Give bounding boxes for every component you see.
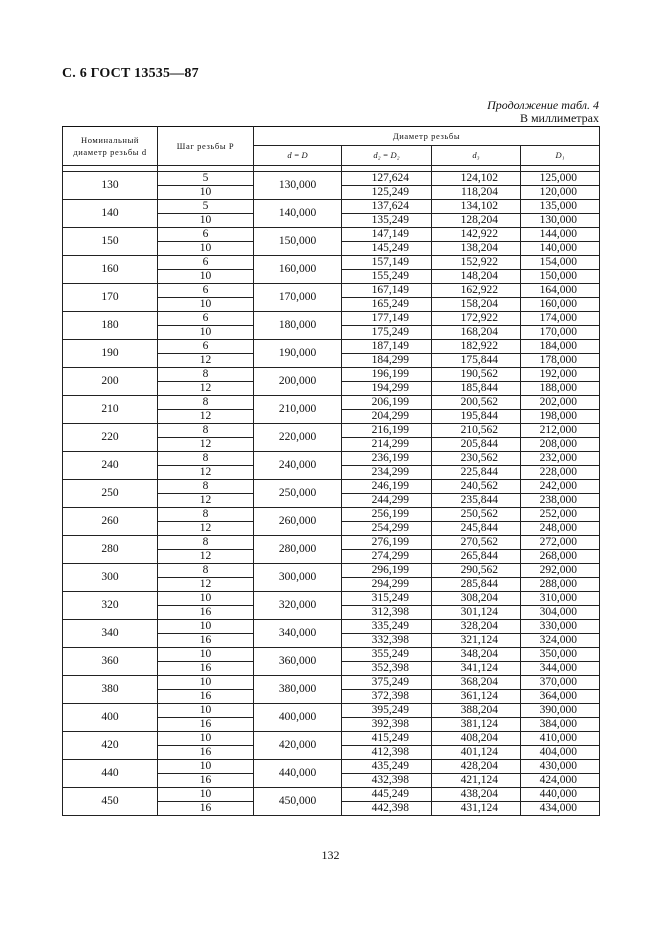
- table-row: [63, 564, 600, 578]
- D1-cell: 410,000: [521, 732, 600, 746]
- table-row: [63, 648, 600, 662]
- D1-cell: 364,000: [521, 690, 600, 704]
- d2-cell: 355,249: [342, 648, 432, 662]
- major-diameter-cell: 220,000: [254, 424, 342, 452]
- D1-cell: 272,000: [521, 536, 600, 550]
- major-diameter-cell: 260,000: [254, 508, 342, 536]
- d2-cell: 274,299: [342, 550, 432, 564]
- d3-cell: 270,562: [432, 536, 521, 550]
- table-row: [63, 536, 600, 550]
- D1-cell: 238,000: [521, 494, 600, 508]
- nominal-diameter-cell: 200: [63, 368, 158, 396]
- d3-cell: 142,922: [432, 228, 521, 242]
- D1-cell: 140,000: [521, 242, 600, 256]
- pitch-cell: 12: [158, 354, 254, 368]
- d2-cell: 254,299: [342, 522, 432, 536]
- major-diameter-cell: 190,000: [254, 340, 342, 368]
- pitch-cell: 10: [158, 326, 254, 340]
- pitch-cell: 10: [158, 760, 254, 774]
- nominal-diameter-cell: 190: [63, 340, 158, 368]
- major-diameter-cell: 280,000: [254, 536, 342, 564]
- d2-cell: 187,149: [342, 340, 432, 354]
- pitch-cell: 16: [158, 774, 254, 788]
- d3-cell: 401,124: [432, 746, 521, 760]
- D1-cell: 440,000: [521, 788, 600, 802]
- table-continuation-note: Продолжение табл. 4: [487, 98, 599, 112]
- d3-cell: 225,844: [432, 466, 521, 480]
- header-sub-d3: d₃: [432, 146, 521, 166]
- d2-cell: 204,299: [342, 410, 432, 424]
- d3-cell: 408,204: [432, 732, 521, 746]
- d3-cell: 205,844: [432, 438, 521, 452]
- d2-cell: 392,398: [342, 718, 432, 732]
- pitch-cell: 12: [158, 382, 254, 396]
- D1-cell: 384,000: [521, 718, 600, 732]
- pitch-cell: 12: [158, 578, 254, 592]
- pitch-cell: 5: [158, 172, 254, 186]
- nominal-diameter-cell: 320: [63, 592, 158, 620]
- pitch-cell: 8: [158, 368, 254, 382]
- major-diameter-cell: 180,000: [254, 312, 342, 340]
- d3-cell: 250,562: [432, 508, 521, 522]
- d3-cell: 148,204: [432, 270, 521, 284]
- d3-cell: 308,204: [432, 592, 521, 606]
- pitch-cell: 10: [158, 592, 254, 606]
- D1-cell: 178,000: [521, 354, 600, 368]
- D1-cell: 184,000: [521, 340, 600, 354]
- d3-cell: 162,922: [432, 284, 521, 298]
- nominal-diameter-cell: 300: [63, 564, 158, 592]
- d3-cell: 328,204: [432, 620, 521, 634]
- pitch-cell: 6: [158, 284, 254, 298]
- d2-cell: 184,299: [342, 354, 432, 368]
- D1-cell: 424,000: [521, 774, 600, 788]
- d3-cell: 128,204: [432, 214, 521, 228]
- D1-cell: 228,000: [521, 466, 600, 480]
- d3-cell: 195,844: [432, 410, 521, 424]
- d2-cell: 296,199: [342, 564, 432, 578]
- major-diameter-cell: 320,000: [254, 592, 342, 620]
- major-diameter-cell: 250,000: [254, 480, 342, 508]
- major-diameter-cell: 130,000: [254, 172, 342, 200]
- major-diameter-cell: 170,000: [254, 284, 342, 312]
- d3-cell: 245,844: [432, 522, 521, 536]
- d3-cell: 438,204: [432, 788, 521, 802]
- d3-cell: 175,844: [432, 354, 521, 368]
- d2-cell: 435,249: [342, 760, 432, 774]
- D1-cell: 170,000: [521, 326, 600, 340]
- nominal-diameter-cell: 380: [63, 676, 158, 704]
- d2-cell: 244,299: [342, 494, 432, 508]
- d3-cell: 290,562: [432, 564, 521, 578]
- d3-cell: 361,124: [432, 690, 521, 704]
- D1-cell: 232,000: [521, 452, 600, 466]
- table-body: [63, 172, 600, 816]
- D1-cell: 242,000: [521, 480, 600, 494]
- pitch-cell: 12: [158, 410, 254, 424]
- table-row: [63, 396, 600, 410]
- pitch-cell: 10: [158, 732, 254, 746]
- d2-cell: 352,398: [342, 662, 432, 676]
- d2-cell: 137,624: [342, 200, 432, 214]
- d2-cell: 294,299: [342, 578, 432, 592]
- d3-cell: 381,124: [432, 718, 521, 732]
- nominal-diameter-cell: 130: [63, 172, 158, 200]
- d3-cell: 321,124: [432, 634, 521, 648]
- d3-cell: 265,844: [432, 550, 521, 564]
- nominal-diameter-cell: 140: [63, 200, 158, 228]
- d2-cell: 216,199: [342, 424, 432, 438]
- major-diameter-cell: 420,000: [254, 732, 342, 760]
- major-diameter-cell: 210,000: [254, 396, 342, 424]
- D1-cell: 188,000: [521, 382, 600, 396]
- d2-cell: 234,299: [342, 466, 432, 480]
- pitch-cell: 8: [158, 508, 254, 522]
- d2-cell: 206,199: [342, 396, 432, 410]
- table-row: [63, 760, 600, 774]
- d2-cell: 415,249: [342, 732, 432, 746]
- d3-cell: 118,204: [432, 186, 521, 200]
- table-row: [63, 676, 600, 690]
- pitch-cell: 6: [158, 312, 254, 326]
- page-header: С. 6 ГОСТ 13535—87: [62, 66, 199, 81]
- d3-cell: 431,124: [432, 802, 521, 816]
- d3-cell: 230,562: [432, 452, 521, 466]
- D1-cell: 135,000: [521, 200, 600, 214]
- d2-cell: 157,149: [342, 256, 432, 270]
- D1-cell: 252,000: [521, 508, 600, 522]
- pitch-cell: 10: [158, 298, 254, 312]
- pitch-cell: 12: [158, 522, 254, 536]
- table-row: [63, 228, 600, 242]
- nominal-diameter-cell: 450: [63, 788, 158, 816]
- d2-cell: 312,398: [342, 606, 432, 620]
- D1-cell: 120,000: [521, 186, 600, 200]
- d2-cell: 135,249: [342, 214, 432, 228]
- d2-cell: 412,398: [342, 746, 432, 760]
- D1-cell: 390,000: [521, 704, 600, 718]
- table-row: [63, 256, 600, 270]
- table-row: [63, 452, 600, 466]
- D1-cell: 404,000: [521, 746, 600, 760]
- nominal-diameter-cell: 180: [63, 312, 158, 340]
- table-row: [63, 704, 600, 718]
- d3-cell: 158,204: [432, 298, 521, 312]
- d3-cell: 168,204: [432, 326, 521, 340]
- pitch-cell: 12: [158, 494, 254, 508]
- D1-cell: 164,000: [521, 284, 600, 298]
- nominal-diameter-cell: 250: [63, 480, 158, 508]
- pitch-cell: 8: [158, 564, 254, 578]
- D1-cell: 434,000: [521, 802, 600, 816]
- major-diameter-cell: 360,000: [254, 648, 342, 676]
- nominal-diameter-cell: 400: [63, 704, 158, 732]
- d2-cell: 315,249: [342, 592, 432, 606]
- d2-cell: 145,249: [342, 242, 432, 256]
- d2-cell: 127,624: [342, 172, 432, 186]
- nominal-diameter-cell: 220: [63, 424, 158, 452]
- units-note: В миллиметрах: [519, 111, 599, 125]
- table-row: [63, 340, 600, 354]
- nominal-diameter-cell: 160: [63, 256, 158, 284]
- header-sub-d2: d₂ = D₂: [342, 146, 432, 166]
- d2-cell: 177,149: [342, 312, 432, 326]
- d2-cell: 125,249: [342, 186, 432, 200]
- d3-cell: 368,204: [432, 676, 521, 690]
- nominal-diameter-cell: 360: [63, 648, 158, 676]
- pitch-cell: 8: [158, 424, 254, 438]
- d3-cell: 138,204: [432, 242, 521, 256]
- d3-cell: 172,922: [432, 312, 521, 326]
- table-row: [63, 620, 600, 634]
- D1-cell: 125,000: [521, 172, 600, 186]
- D1-cell: 154,000: [521, 256, 600, 270]
- pitch-cell: 12: [158, 438, 254, 452]
- pitch-cell: 5: [158, 200, 254, 214]
- D1-cell: 370,000: [521, 676, 600, 690]
- nominal-diameter-cell: 280: [63, 536, 158, 564]
- pitch-cell: 16: [158, 718, 254, 732]
- pitch-cell: 12: [158, 466, 254, 480]
- table-row: [63, 732, 600, 746]
- pitch-cell: 10: [158, 270, 254, 284]
- table-row: [63, 788, 600, 802]
- d3-cell: 235,844: [432, 494, 521, 508]
- D1-cell: 198,000: [521, 410, 600, 424]
- pitch-cell: 8: [158, 480, 254, 494]
- D1-cell: 248,000: [521, 522, 600, 536]
- pitch-cell: 8: [158, 452, 254, 466]
- pitch-cell: 8: [158, 536, 254, 550]
- D1-cell: 160,000: [521, 298, 600, 312]
- d2-cell: 432,398: [342, 774, 432, 788]
- d2-cell: 375,249: [342, 676, 432, 690]
- major-diameter-cell: 150,000: [254, 228, 342, 256]
- pitch-cell: 16: [158, 802, 254, 816]
- header-sub-d: d = D: [254, 146, 342, 166]
- D1-cell: 208,000: [521, 438, 600, 452]
- pitch-cell: 6: [158, 256, 254, 270]
- table-row: [63, 368, 600, 382]
- d3-cell: 388,204: [432, 704, 521, 718]
- D1-cell: 288,000: [521, 578, 600, 592]
- pitch-cell: 12: [158, 550, 254, 564]
- nominal-diameter-cell: 260: [63, 508, 158, 536]
- d3-cell: 348,204: [432, 648, 521, 662]
- table-row: [63, 480, 600, 494]
- major-diameter-cell: 380,000: [254, 676, 342, 704]
- pitch-cell: 16: [158, 662, 254, 676]
- D1-cell: 130,000: [521, 214, 600, 228]
- major-diameter-cell: 440,000: [254, 760, 342, 788]
- d2-cell: 276,199: [342, 536, 432, 550]
- D1-cell: 212,000: [521, 424, 600, 438]
- page-number: 132: [321, 848, 340, 862]
- table-row: [63, 284, 600, 298]
- pitch-cell: 10: [158, 242, 254, 256]
- pitch-cell: 10: [158, 186, 254, 200]
- d3-cell: 240,562: [432, 480, 521, 494]
- pitch-cell: 16: [158, 634, 254, 648]
- d2-cell: 246,199: [342, 480, 432, 494]
- d3-cell: 134,102: [432, 200, 521, 214]
- d2-cell: 194,299: [342, 382, 432, 396]
- d2-cell: 165,249: [342, 298, 432, 312]
- d2-cell: 196,199: [342, 368, 432, 382]
- major-diameter-cell: 140,000: [254, 200, 342, 228]
- D1-cell: 144,000: [521, 228, 600, 242]
- d2-cell: 214,299: [342, 438, 432, 452]
- major-diameter-cell: 300,000: [254, 564, 342, 592]
- d2-cell: 395,249: [342, 704, 432, 718]
- d2-cell: 236,199: [342, 452, 432, 466]
- pitch-cell: 6: [158, 340, 254, 354]
- D1-cell: 330,000: [521, 620, 600, 634]
- d2-cell: 372,398: [342, 690, 432, 704]
- nominal-diameter-cell: 150: [63, 228, 158, 256]
- pitch-cell: 10: [158, 704, 254, 718]
- table-row: [63, 312, 600, 326]
- D1-cell: 324,000: [521, 634, 600, 648]
- d3-cell: 185,844: [432, 382, 521, 396]
- major-diameter-cell: 200,000: [254, 368, 342, 396]
- nominal-diameter-cell: 210: [63, 396, 158, 424]
- D1-cell: 150,000: [521, 270, 600, 284]
- d3-cell: 124,102: [432, 172, 521, 186]
- thread-dimensions-table: [62, 126, 600, 816]
- pitch-cell: 16: [158, 690, 254, 704]
- d2-cell: 155,249: [342, 270, 432, 284]
- d2-cell: 147,149: [342, 228, 432, 242]
- pitch-cell: 10: [158, 788, 254, 802]
- pitch-cell: 8: [158, 396, 254, 410]
- header-pitch: Шаг резьбы P: [158, 127, 254, 166]
- D1-cell: 202,000: [521, 396, 600, 410]
- pitch-cell: 10: [158, 676, 254, 690]
- table-row: [63, 424, 600, 438]
- table-row: [63, 172, 600, 186]
- nominal-diameter-cell: 240: [63, 452, 158, 480]
- d2-cell: 175,249: [342, 326, 432, 340]
- d3-cell: 428,204: [432, 760, 521, 774]
- D1-cell: 304,000: [521, 606, 600, 620]
- D1-cell: 350,000: [521, 648, 600, 662]
- header-sub-D1: D₁: [521, 146, 600, 166]
- header-thread-diameter: Диаметр резьбы: [254, 127, 600, 146]
- table-row: [63, 200, 600, 214]
- D1-cell: 268,000: [521, 550, 600, 564]
- d3-cell: 152,922: [432, 256, 521, 270]
- d2-cell: 445,249: [342, 788, 432, 802]
- table-row: [63, 592, 600, 606]
- D1-cell: 174,000: [521, 312, 600, 326]
- d2-cell: 332,398: [342, 634, 432, 648]
- pitch-cell: 16: [158, 746, 254, 760]
- pitch-cell: 6: [158, 228, 254, 242]
- d2-cell: 442,398: [342, 802, 432, 816]
- D1-cell: 292,000: [521, 564, 600, 578]
- d2-cell: 335,249: [342, 620, 432, 634]
- nominal-diameter-cell: 340: [63, 620, 158, 648]
- d3-cell: 421,124: [432, 774, 521, 788]
- pitch-cell: 10: [158, 214, 254, 228]
- major-diameter-cell: 400,000: [254, 704, 342, 732]
- d2-cell: 256,199: [342, 508, 432, 522]
- D1-cell: 310,000: [521, 592, 600, 606]
- pitch-cell: 16: [158, 606, 254, 620]
- major-diameter-cell: 340,000: [254, 620, 342, 648]
- d2-cell: 167,149: [342, 284, 432, 298]
- d3-cell: 200,562: [432, 396, 521, 410]
- D1-cell: 430,000: [521, 760, 600, 774]
- d3-cell: 285,844: [432, 578, 521, 592]
- table-row: [63, 508, 600, 522]
- nominal-diameter-cell: 420: [63, 732, 158, 760]
- major-diameter-cell: 160,000: [254, 256, 342, 284]
- nominal-diameter-cell: 440: [63, 760, 158, 788]
- major-diameter-cell: 450,000: [254, 788, 342, 816]
- major-diameter-cell: 240,000: [254, 452, 342, 480]
- pitch-cell: 10: [158, 648, 254, 662]
- header-nominal-diameter: Номинальный диаметр резьбы d: [63, 127, 158, 166]
- pitch-cell: 10: [158, 620, 254, 634]
- nominal-diameter-cell: 170: [63, 284, 158, 312]
- D1-cell: 344,000: [521, 662, 600, 676]
- d3-cell: 190,562: [432, 368, 521, 382]
- d3-cell: 301,124: [432, 606, 521, 620]
- D1-cell: 192,000: [521, 368, 600, 382]
- d3-cell: 182,922: [432, 340, 521, 354]
- d3-cell: 341,124: [432, 662, 521, 676]
- d3-cell: 210,562: [432, 424, 521, 438]
